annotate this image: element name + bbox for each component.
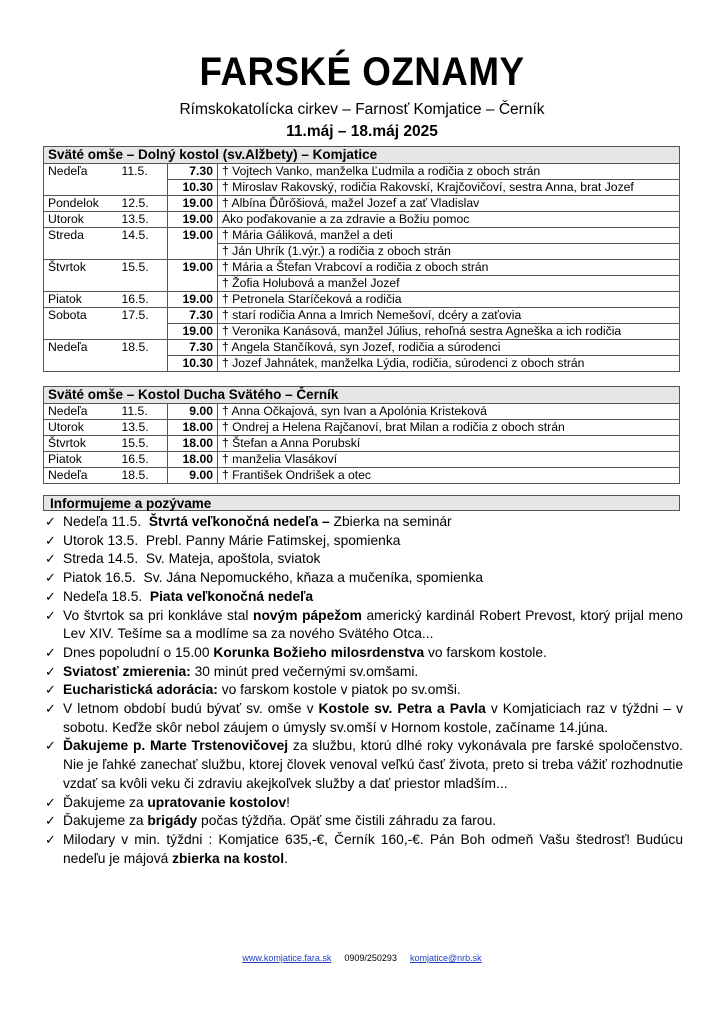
mass-row bbox=[44, 292, 680, 308]
mass-date: 12.5. bbox=[118, 196, 168, 212]
mass-row bbox=[44, 196, 680, 212]
announcement-item bbox=[43, 681, 683, 700]
mass-day bbox=[44, 324, 118, 340]
checkmark-icon: ✓ bbox=[45, 588, 56, 604]
mass-row bbox=[44, 276, 680, 292]
mass-date bbox=[118, 356, 168, 372]
announcement-emphasis: upratovanie kostolov bbox=[147, 794, 287, 810]
mass-date: 14.5. bbox=[118, 228, 168, 244]
mass-intention: † Vojtech Vanko, manželka Ľudmila a rodičia z oboch strán bbox=[218, 164, 680, 180]
mass-intention: † Albína Ďůrőšiová, mažel Jozef a zať Vladislav bbox=[218, 196, 680, 212]
mass-date: 16.5. bbox=[118, 452, 168, 468]
mass-time: 10.30 bbox=[168, 180, 218, 196]
announcement-item bbox=[43, 644, 683, 663]
mass-date: 11.5. bbox=[118, 404, 168, 420]
checkmark-icon: ✓ bbox=[45, 644, 56, 660]
mass-time: 19.00 bbox=[168, 292, 218, 308]
announcement-item bbox=[43, 569, 683, 588]
announcement-text: v Komjaticiach raz v týždni – v sobotu. Keďže skôr nebol záujem o úmysly sv.omší v Hornom kostole, začíname 14.júna. bbox=[63, 701, 687, 735]
mass-intention: † Miroslav Rakovský, rodičia Rakovskí, Krajčovičoví, sestra Anna, brat Jozef bbox=[218, 180, 680, 196]
mass-row bbox=[44, 244, 680, 260]
announcement-text: 30 minút pred večernými sv.omšami. bbox=[190, 663, 419, 679]
mass-date: 15.5. bbox=[118, 260, 168, 276]
checkmark-icon: ✓ bbox=[45, 570, 56, 586]
mass-date bbox=[118, 324, 168, 340]
announcement-item bbox=[43, 812, 683, 831]
announcement-text: Piatok 16.5. Sv. Jána Nepomuckého, kňaza a mučeníka, spomienka bbox=[63, 570, 484, 586]
checkmark-icon: ✓ bbox=[45, 794, 56, 810]
mass-day: Štvrtok bbox=[44, 260, 118, 276]
announcement-text: Milodary v min. týždni : Komjatice 635,-€, Černík 160,-€. Pán Boh odmeň Vašu štedrosť! Budúcu nedeľu je májová bbox=[63, 831, 687, 866]
announcement-text: za službu, ktorú dlhé roky vykonávala pre farské spoločenstvo. Nie je ľahké zanechať službu, ktorej človek venoval veľkú časť života, preto si treba vážiť rozhodnutie vzdať sa kvôli veku či zdraviu akejkoľvek služby a dať priestor mladším... bbox=[63, 738, 687, 791]
mass-date bbox=[118, 276, 168, 292]
mass-date: 15.5. bbox=[118, 436, 168, 452]
mass-row bbox=[44, 212, 680, 228]
announcement-item bbox=[43, 831, 687, 868]
announcement-text: Streda 14.5. Sv. Mateja, apoštola, sviatok bbox=[63, 551, 321, 567]
announcement-emphasis: novým pápežom bbox=[253, 607, 362, 623]
footer bbox=[0, 953, 724, 963]
announcement-text: Zbierka na seminár bbox=[333, 514, 452, 529]
mass-row bbox=[44, 404, 680, 420]
mass-date: 18.5. bbox=[118, 340, 168, 356]
announcement-text: Dnes popoludní o 15.00 bbox=[63, 644, 214, 660]
mass-row bbox=[44, 180, 680, 196]
mass-day: Pondelok bbox=[44, 196, 118, 212]
mass-day: Nedeľa bbox=[44, 164, 118, 180]
mass-row bbox=[44, 356, 680, 372]
announcement-text: vo farskom kostole v piatok po sv.omši. bbox=[217, 682, 461, 698]
mass-time: 19.00 bbox=[168, 196, 218, 212]
announcement-text: americký kardinál Robert Prevost, ktorý prijal meno Lev XIV. Tešíme sa a modlíme sa za nového Svätého Otca... bbox=[63, 607, 687, 642]
komjatice-heading: Sväté omše – Dolný kostol (sv.Alžbety) – Komjatice bbox=[44, 147, 680, 164]
mass-row bbox=[44, 308, 680, 324]
mass-row bbox=[44, 164, 680, 180]
mass-day bbox=[44, 244, 118, 260]
komjatice-mass-table bbox=[43, 146, 680, 372]
announcements-list bbox=[43, 513, 687, 868]
mass-time: 9.00 bbox=[168, 404, 218, 420]
announcement-text: počas týždňa. Opäť sme čistili záhradu za farou. bbox=[197, 813, 497, 829]
mass-day: Nedeľa bbox=[44, 468, 118, 484]
announcement-emphasis: Piata veľkonočná nedeľa bbox=[149, 588, 314, 604]
mass-day bbox=[44, 276, 118, 292]
mass-intention: † Jozef Jahnátek, manželka Lýdia, rodičia, súrodenci z oboch strán bbox=[218, 356, 680, 372]
mass-intention: † Štefan a Anna Porubskí bbox=[218, 436, 680, 452]
mass-row bbox=[44, 228, 680, 244]
announcement-item bbox=[43, 607, 687, 644]
cernik-mass-table bbox=[43, 386, 680, 484]
mass-time bbox=[168, 244, 218, 260]
announcement-emphasis: Kostole sv. Petra a Pavla bbox=[318, 701, 486, 717]
announcement-text: ! bbox=[286, 794, 290, 810]
mass-day: Štvrtok bbox=[44, 436, 118, 452]
mass-date: 18.5. bbox=[118, 468, 168, 484]
date-range: 11.máj – 18.máj 2025 bbox=[286, 123, 438, 140]
info-heading: Informujeme a pozývame bbox=[43, 495, 680, 511]
mass-time: 19.00 bbox=[168, 228, 218, 244]
mass-intention: † Ondrej a Helena Rajčanoví, brat Milan a rodičia z oboch strán bbox=[218, 420, 680, 436]
mass-row bbox=[44, 452, 680, 468]
mass-date: 13.5. bbox=[118, 212, 168, 228]
phone-number: 0909/250293 bbox=[344, 953, 397, 963]
cernik-heading: Sväté omše – Kostol Ducha Svätého – Černík bbox=[44, 387, 680, 404]
announcement-text: Nedeľa 11.5. bbox=[63, 514, 149, 529]
checkmark-icon: ✓ bbox=[45, 682, 56, 698]
mass-date: 17.5. bbox=[118, 308, 168, 324]
mass-row bbox=[44, 324, 680, 340]
checkmark-icon: ✓ bbox=[45, 831, 56, 847]
announcement-text: . bbox=[284, 850, 288, 866]
announcement-item bbox=[43, 550, 683, 569]
mass-date: 11.5. bbox=[118, 164, 168, 180]
mass-date bbox=[118, 244, 168, 260]
mass-time: 9.00 bbox=[168, 468, 218, 484]
mass-intention: † František Ondrišek a otec bbox=[218, 468, 680, 484]
mass-row bbox=[44, 420, 680, 436]
mass-intention: † Mária a Štefan Vrabcoví a rodičia z oboch strán bbox=[218, 260, 680, 276]
checkmark-icon: ✓ bbox=[45, 532, 56, 548]
mass-intention: † starí rodičia Anna a Imrich Nemešoví, dcéry a zaťovia bbox=[218, 308, 680, 324]
mass-date: 16.5. bbox=[118, 292, 168, 308]
website-link[interactable]: www.komjatice.fara.sk bbox=[242, 953, 332, 963]
announcement-emphasis: Sviatosť zmierenia: bbox=[63, 663, 191, 679]
mass-time: 7.30 bbox=[168, 308, 218, 324]
mass-day: Nedeľa bbox=[44, 404, 118, 420]
mass-time: 7.30 bbox=[168, 340, 218, 356]
checkmark-icon: ✓ bbox=[45, 663, 56, 679]
mass-time: 19.00 bbox=[168, 212, 218, 228]
announcement-emphasis: Eucharistická adorácia: bbox=[63, 682, 218, 698]
mass-intention: † Anna Očkajová, syn Ivan a Apolónia Kristeková bbox=[218, 404, 680, 420]
announcement-item bbox=[43, 794, 683, 813]
mass-row bbox=[44, 436, 680, 452]
announcement-item bbox=[43, 513, 683, 532]
announcement-item bbox=[43, 737, 687, 793]
mass-time: 19.00 bbox=[168, 324, 218, 340]
mass-time: 18.00 bbox=[168, 420, 218, 436]
announcement-text: Nedeľa 18.5. bbox=[63, 588, 150, 604]
mass-day: Piatok bbox=[44, 452, 118, 468]
checkmark-icon: ✓ bbox=[45, 607, 56, 623]
checkmark-icon: ✓ bbox=[45, 701, 56, 717]
checkmark-icon: ✓ bbox=[45, 551, 56, 567]
announcement-emphasis: Štvrtá veľkonočná nedeľa – bbox=[148, 514, 334, 529]
mass-intention: † Mária Gáliková, manžel a deti bbox=[218, 228, 680, 244]
checkmark-icon: ✓ bbox=[45, 514, 56, 529]
checkmark-icon: ✓ bbox=[45, 738, 56, 754]
mass-day: Streda bbox=[44, 228, 118, 244]
mass-intention: † manželia Vlasákoví bbox=[218, 452, 680, 468]
parish-subtitle: Rímskokatolícka cirkev – Farnosť Komjatice – Černík bbox=[179, 101, 545, 118]
announcement-item bbox=[43, 588, 683, 607]
announcement-text: Utorok 13.5. Prebl. Panny Márie Fatimskej, spomienka bbox=[63, 532, 401, 548]
checkmark-icon: ✓ bbox=[45, 813, 56, 829]
mass-time bbox=[168, 276, 218, 292]
mass-time: 18.00 bbox=[168, 436, 218, 452]
mass-day bbox=[44, 180, 118, 196]
mass-day: Piatok bbox=[44, 292, 118, 308]
mass-day: Sobota bbox=[44, 308, 118, 324]
mass-day: Nedeľa bbox=[44, 340, 118, 356]
mass-row bbox=[44, 468, 680, 484]
announcement-item bbox=[43, 700, 687, 737]
announcement-item bbox=[43, 532, 683, 551]
announcement-emphasis: zbierka na kostol bbox=[172, 850, 285, 866]
mass-day: Utorok bbox=[44, 420, 118, 436]
announcement-item bbox=[43, 663, 683, 682]
mass-date: 13.5. bbox=[118, 420, 168, 436]
mass-intention: † Veronika Kanásová, manžel Július, rehoľná sestra Agneška a ich rodičia bbox=[218, 324, 680, 340]
mass-day: Utorok bbox=[44, 212, 118, 228]
mass-intention: Ako poďakovanie a za zdravie a Božiu pomoc bbox=[218, 212, 680, 228]
mass-time: 7.30 bbox=[168, 164, 218, 180]
mass-row bbox=[44, 260, 680, 276]
announcement-emphasis: Ďakujeme p. Marte Trstenovičovej bbox=[63, 738, 289, 754]
announcement-text: Vo štvrtok sa pri konkláve stal bbox=[63, 607, 254, 623]
announcement-text: vo farskom kostole. bbox=[424, 644, 547, 660]
mass-date bbox=[118, 180, 168, 196]
mass-intention: † Petronela Staríčeková a rodičia bbox=[218, 292, 680, 308]
announcement-text: V letnom období budú bývať sv. omše v bbox=[63, 701, 319, 717]
mass-time: 18.00 bbox=[168, 452, 218, 468]
announcement-text: Ďakujeme za bbox=[63, 813, 148, 829]
mass-time: 10.30 bbox=[168, 356, 218, 372]
mass-intention: † Angela Stančíková, syn Jozef, rodičia a súrodenci bbox=[218, 340, 680, 356]
mass-intention: † Ján Uhrík (1.výr.) a rodičia z oboch strán bbox=[218, 244, 680, 260]
announcement-emphasis: Korunka Božieho milosrdenstva bbox=[213, 644, 425, 660]
announcement-emphasis: brigády bbox=[147, 813, 198, 829]
email-link[interactable]: komjatice@nrb.sk bbox=[409, 953, 482, 963]
mass-day bbox=[44, 356, 118, 372]
page-title: FARSKÉ OZNAMY bbox=[199, 50, 525, 94]
mass-row bbox=[44, 340, 680, 356]
mass-intention: † Žofia Holubová a manžel Jozef bbox=[218, 276, 680, 292]
announcement-text: Ďakujeme za bbox=[63, 794, 148, 810]
mass-time: 19.00 bbox=[168, 260, 218, 276]
